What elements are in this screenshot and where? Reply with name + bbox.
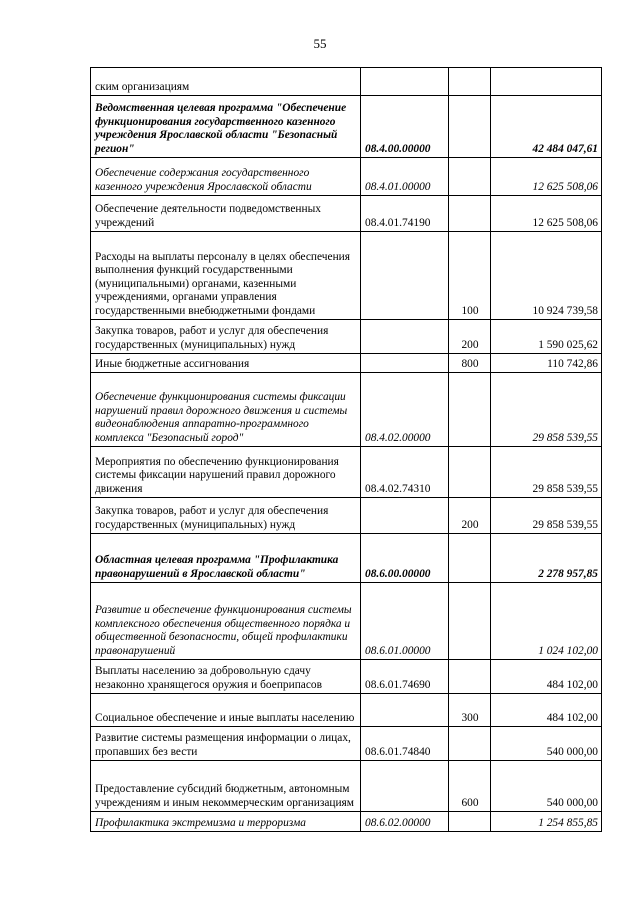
row-expense-kind-cell	[449, 158, 491, 196]
row-amount-cell: 1 590 025,62	[491, 320, 602, 354]
budget-table-body	[91, 68, 602, 832]
row-code-cell	[361, 694, 449, 727]
row-code-cell	[361, 320, 449, 354]
table-row	[91, 320, 602, 354]
row-name-cell: Расходы на выплаты персоналу в целях обеспечения выполнения функций государственными (муниципальными) органами, казенными учреждениями, органами управления государственными внебюджетными фондами	[91, 232, 361, 320]
budget-table	[90, 67, 602, 832]
table-row	[91, 583, 602, 660]
row-expense-kind-cell	[449, 196, 491, 232]
table-row	[91, 354, 602, 373]
table-row	[91, 660, 602, 694]
row-expense-kind-cell: 300	[449, 694, 491, 727]
row-expense-kind-cell: 800	[449, 354, 491, 373]
row-name-cell: Профилактика экстремизма и терроризма	[91, 812, 361, 832]
row-amount-cell: 1 024 102,00	[491, 583, 602, 660]
row-code-cell: 08.4.01.00000	[361, 158, 449, 196]
table-row	[91, 373, 602, 447]
row-amount-cell: 29 858 539,55	[491, 447, 602, 498]
row-name-cell: Закупка товаров, работ и услуг для обеспечения государственных (муниципальных) нужд	[91, 498, 361, 534]
row-name-cell: Закупка товаров, работ и услуг для обеспечения государственных (муниципальных) нужд	[91, 320, 361, 354]
row-name-cell: Социальное обеспечение и иные выплаты населению	[91, 694, 361, 727]
row-expense-kind-cell: 200	[449, 320, 491, 354]
row-amount-cell: 10 924 739,58	[491, 232, 602, 320]
row-amount-cell: 29 858 539,55	[491, 373, 602, 447]
row-expense-kind-cell	[449, 812, 491, 832]
row-name-cell: Выплаты населению за добровольную сдачу незаконно хранящегося оружия и боеприпасов	[91, 660, 361, 694]
row-expense-kind-cell	[449, 373, 491, 447]
table-row	[91, 96, 602, 158]
row-code-cell: 08.6.01.74690	[361, 660, 449, 694]
row-name-cell: Обеспечение деятельности подведомственных учреждений	[91, 196, 361, 232]
row-expense-kind-cell	[449, 534, 491, 583]
row-expense-kind-cell	[449, 68, 491, 96]
row-amount-cell: 484 102,00	[491, 694, 602, 727]
row-name-cell: ским организациям	[91, 68, 361, 96]
row-amount-cell: 29 858 539,55	[491, 498, 602, 534]
row-expense-kind-cell: 200	[449, 498, 491, 534]
row-expense-kind-cell	[449, 447, 491, 498]
row-amount-cell: 110 742,86	[491, 354, 602, 373]
row-name-cell: Иные бюджетные ассигнования	[91, 354, 361, 373]
row-code-cell	[361, 232, 449, 320]
row-name-cell: Областная целевая программа "Профилактика правонарушений в Ярославской области"	[91, 534, 361, 583]
row-amount-cell	[491, 68, 602, 96]
table-row	[91, 694, 602, 727]
row-code-cell: 08.6.01.00000	[361, 583, 449, 660]
page-number: 55	[313, 36, 327, 51]
table-row	[91, 447, 602, 498]
table-row	[91, 68, 602, 96]
row-amount-cell: 2 278 957,85	[491, 534, 602, 583]
row-code-cell: 08.4.01.74190	[361, 196, 449, 232]
row-code-cell: 08.4.00.00000	[361, 96, 449, 158]
table-row	[91, 196, 602, 232]
row-amount-cell: 540 000,00	[491, 727, 602, 761]
row-expense-kind-cell	[449, 583, 491, 660]
row-expense-kind-cell: 600	[449, 761, 491, 812]
row-amount-cell: 12 625 508,06	[491, 158, 602, 196]
row-amount-cell: 12 625 508,06	[491, 196, 602, 232]
row-name-cell: Развитие системы размещения информации о лицах, пропавших без вести	[91, 727, 361, 761]
table-row	[91, 761, 602, 812]
row-name-cell: Развитие и обеспечение функционирования системы комплексного обеспечения общественного порядка и общественной безопасности, общей профилактики правонарушений	[91, 583, 361, 660]
row-name-cell: Обеспечение содержания государственного казенного учреждения Ярославской области	[91, 158, 361, 196]
row-expense-kind-cell	[449, 96, 491, 158]
table-row	[91, 498, 602, 534]
row-code-cell	[361, 354, 449, 373]
row-name-cell: Предоставление субсидий бюджетным, автономным учреждениям и иным некоммерческим организациям	[91, 761, 361, 812]
row-name-cell: Обеспечение функционирования системы фиксации нарушений правил дорожного движения и системы видеонаблюдения аппаратно-программного комплекса "Безопасный город"	[91, 373, 361, 447]
row-expense-kind-cell	[449, 660, 491, 694]
row-code-cell	[361, 498, 449, 534]
table-row	[91, 727, 602, 761]
row-code-cell	[361, 761, 449, 812]
row-amount-cell: 484 102,00	[491, 660, 602, 694]
row-code-cell: 08.6.01.74840	[361, 727, 449, 761]
row-code-cell: 08.6.02.00000	[361, 812, 449, 832]
row-expense-kind-cell	[449, 727, 491, 761]
row-name-cell: Мероприятия по обеспечению функционирования системы фиксации нарушений правил дорожного движения	[91, 447, 361, 498]
table-row	[91, 232, 602, 320]
table-row	[91, 534, 602, 583]
row-code-cell: 08.4.02.74310	[361, 447, 449, 498]
row-amount-cell: 540 000,00	[491, 761, 602, 812]
row-amount-cell: 42 484 047,61	[491, 96, 602, 158]
row-code-cell: 08.6.00.00000	[361, 534, 449, 583]
row-expense-kind-cell: 100	[449, 232, 491, 320]
row-amount-cell: 1 254 855,85	[491, 812, 602, 832]
row-code-cell	[361, 68, 449, 96]
table-row	[91, 812, 602, 832]
row-code-cell: 08.4.02.00000	[361, 373, 449, 447]
row-name-cell: Ведомственная целевая программа "Обеспечение функционирования государственного казенного учреждения Ярославской области "Безопасный регион"	[91, 96, 361, 158]
table-row	[91, 158, 602, 196]
